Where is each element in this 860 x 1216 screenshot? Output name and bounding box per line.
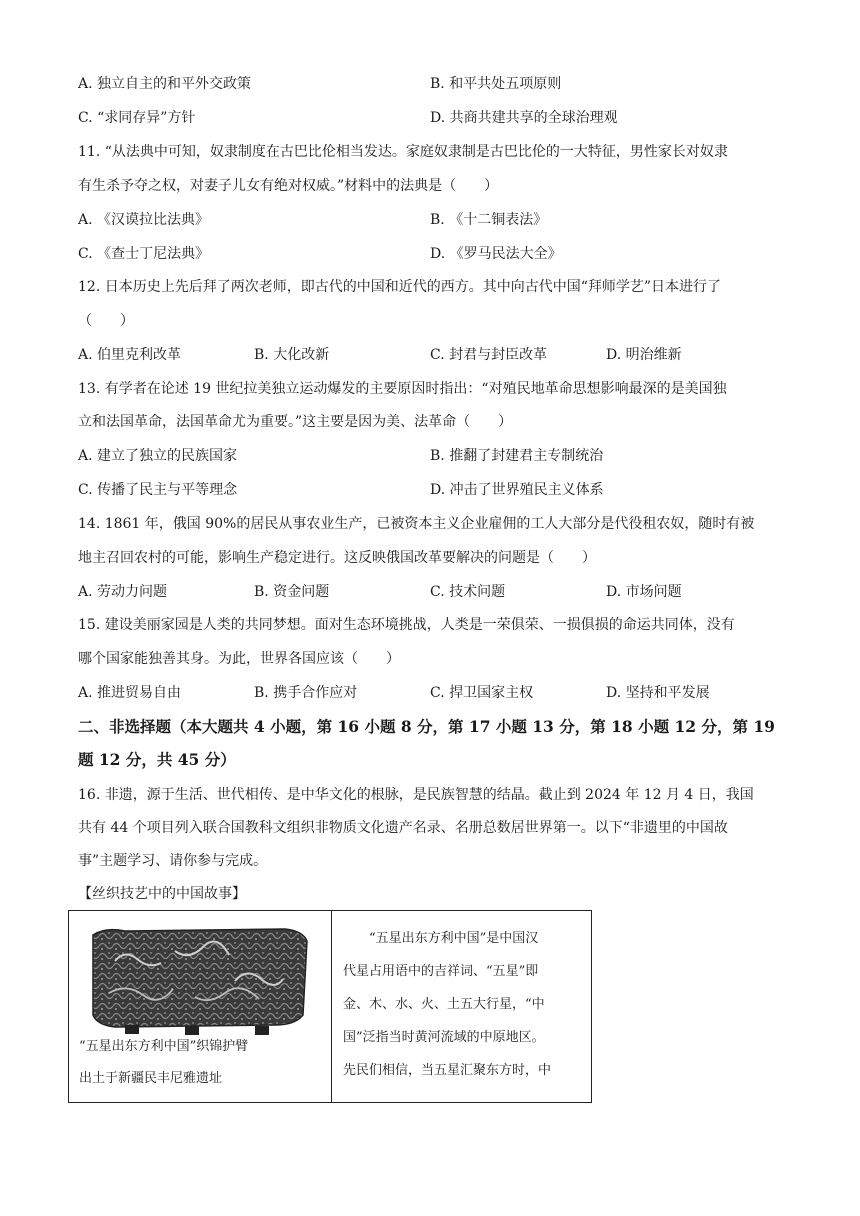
q15-option-b: B. 携手合作应对 <box>254 685 358 701</box>
q12-option-a: A. 伯里克利改革 <box>78 347 182 363</box>
q16-stem-line1: 16. 非遗，源于生活、世代相传、是中华文化的根脉，是民族智慧的结晶。截止到 2024 年 12 月 4 日，我国 <box>78 787 754 803</box>
q16-stem-line2: 共有 44 个项目列入联合国教科文组织非物质文化遗产名录、名册总数居世界第一。以下“非遗里的中国故 <box>78 820 728 836</box>
q14-option-a: A. 劳动力问题 <box>78 584 168 600</box>
q13-stem-line2: 立和法国革命，法国革命尤为重要。”这主要是因为美、法革命（ ） <box>78 414 513 430</box>
q11-option-a: A. 《汉谟拉比法典》 <box>78 212 210 228</box>
q14-stem-line1: 14. 1861 年，俄国 90%的居民从事农业生产，已被资本主义企业雇佣的工人大部分是代役租农奴，随时有被 <box>78 516 755 532</box>
q14-option-b: B. 资金问题 <box>254 584 330 600</box>
q15-stem-line2: 哪个国家能独善其身。为此，世界各国应该（ ） <box>78 651 400 667</box>
q15-stem-line1: 15. 建设美丽家园是人类的共同梦想。面对生态环境挑战，人类是一荣俱荣、一损俱损的命运共同体，没有 <box>78 617 735 633</box>
q15-option-c: C. 捍卫国家主权 <box>430 685 534 701</box>
q16-box-heading: 【丝织技艺中的中国故事】 <box>78 886 246 902</box>
q12-option-d: D. 明治维新 <box>606 347 682 363</box>
section-heading-line1: 二、非选择题（本大题共 4 小题，第 16 小题 8 分，第 17 小题 13 分，第 18 小题 12 分，第 19 <box>78 717 775 736</box>
q10-option-a: A. 独立自主的和平外交政策 <box>78 76 252 92</box>
q16-stem-line3: 事”主题学习、请你参与完成。 <box>78 853 268 869</box>
q12-stem-line2: （ ） <box>78 313 134 329</box>
q10-option-d: D. 共商共建共享的全球治理观 <box>430 110 618 126</box>
q16-material-table <box>68 910 592 1103</box>
material-text-line5: 先民们相信，当五星汇聚东方时，中 <box>343 1063 552 1078</box>
section-heading-line2: 题 12 分，共 45 分） <box>78 750 236 769</box>
q11-option-b: B. 《十二铜表法》 <box>430 212 548 228</box>
image-caption-line1: “五星出东方利中国”织锦护臂 <box>79 1039 249 1054</box>
q11-option-d: D. 《罗马民法大全》 <box>430 246 562 262</box>
material-text-line1: “五星出东方利中国”是中国汉 <box>343 931 539 946</box>
q13-option-b: B. 推翻了封建君主专制统治 <box>430 448 604 464</box>
material-text-line3: 金、木、水、火、土五大行星，“中 <box>343 997 545 1012</box>
q15-option-a: A. 推进贸易自由 <box>78 685 182 701</box>
q11-stem-line1: 11. “从法典中可知，奴隶制度在古巴比伦相当发达。家庭奴隶制是古巴比伦的一大特征，男性家长对奴隶 <box>78 144 728 160</box>
q14-stem-line2: 地主召回农村的可能，影响生产稳定进行。这反映俄国改革要解决的问题是（ ） <box>78 550 596 566</box>
q10-option-c: C. “求同存异”方针 <box>78 110 196 126</box>
table-divider <box>331 911 332 1102</box>
q12-option-b: B. 大化改新 <box>254 347 330 363</box>
material-text-line4: 国”泛指当时黄河流域的中原地区。 <box>343 1030 545 1045</box>
q13-option-d: D. 冲击了世界殖民主义体系 <box>430 482 604 498</box>
image-caption-line2: 出土于新疆民丰尼雅遗址 <box>79 1071 223 1086</box>
q15-option-d: D. 坚持和平发展 <box>606 685 710 701</box>
q13-option-a: A. 建立了独立的民族国家 <box>78 448 238 464</box>
q14-option-d: D. 市场问题 <box>606 584 682 600</box>
q12-option-c: C. 封君与封臣改革 <box>430 347 548 363</box>
material-text-line2: 代星占用语中的吉祥词、“五星”即 <box>343 964 539 979</box>
q11-stem-line2: 有生杀予夺之权，对妻子儿女有绝对权威。”材料中的法典是（ ） <box>78 178 499 194</box>
q13-option-c: C. 传播了民主与平等理念 <box>78 482 238 498</box>
q10-option-b: B. 和平共处五项原则 <box>430 76 562 92</box>
q14-option-c: C. 技术问题 <box>430 584 506 600</box>
brocade-armguard-image <box>85 921 315 1039</box>
q13-stem-line1: 13. 有学者在论述 19 世纪拉美独立运动爆发的主要原因时指出：“对殖民地革命思想影响最深的是美国独 <box>78 381 727 397</box>
q11-option-c: C. 《查士丁尼法典》 <box>78 246 210 262</box>
q12-stem-line1: 12. 日本历史上先后拜了两次老师，即古代的中国和近代的西方。其中向古代中国“拜师学艺”日本进行了 <box>78 279 722 295</box>
